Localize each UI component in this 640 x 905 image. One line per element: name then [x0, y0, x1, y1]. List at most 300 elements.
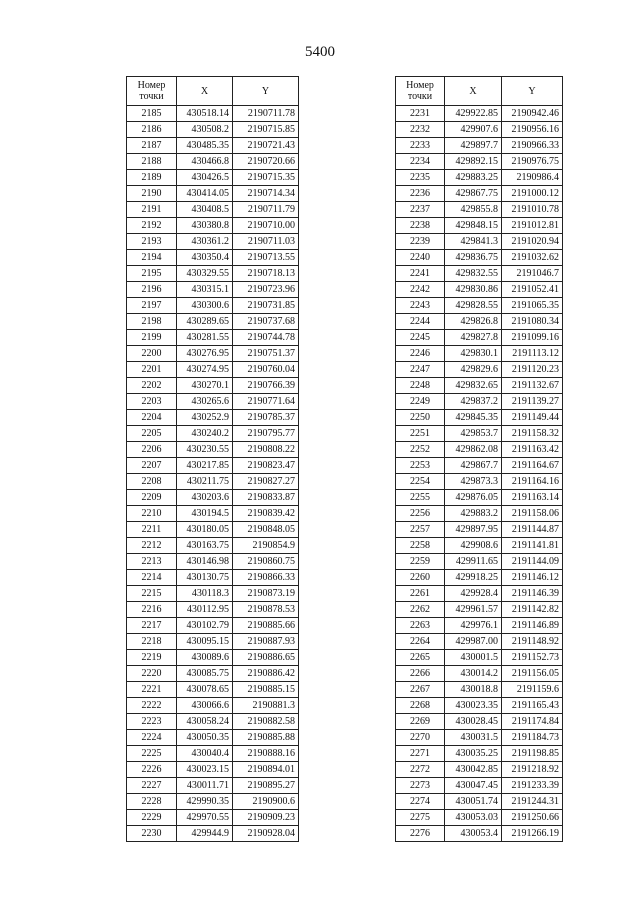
y-coordinate-cell: 2190715.35 [233, 170, 299, 186]
point-number-cell: 2255 [396, 490, 445, 506]
y-coordinate-cell: 2191120.23 [502, 362, 563, 378]
point-number-cell: 2230 [127, 826, 177, 842]
x-coordinate-cell: 430380.8 [177, 218, 233, 234]
x-coordinate-cell: 430112.95 [177, 602, 233, 618]
y-coordinate-cell: 2191218.92 [502, 762, 563, 778]
y-coordinate-cell: 2191012.81 [502, 218, 563, 234]
x-coordinate-cell: 430058.24 [177, 714, 233, 730]
x-coordinate-cell: 430194.5 [177, 506, 233, 522]
table-row [396, 442, 563, 458]
table-row [127, 426, 299, 442]
table-row [396, 634, 563, 650]
y-coordinate-cell: 2190751.37 [233, 346, 299, 362]
table-row [396, 138, 563, 154]
table-row [127, 362, 299, 378]
point-number-cell: 2247 [396, 362, 445, 378]
point-number-cell: 2209 [127, 490, 177, 506]
point-number-cell: 2205 [127, 426, 177, 442]
table-row [396, 282, 563, 298]
y-coordinate-cell: 2190711.78 [233, 106, 299, 122]
x-coordinate-cell: 430102.79 [177, 618, 233, 634]
table-row [127, 634, 299, 650]
y-coordinate-cell: 2190866.33 [233, 570, 299, 586]
point-number-cell: 2241 [396, 266, 445, 282]
y-coordinate-cell: 2190885.88 [233, 730, 299, 746]
point-number-cell: 2257 [396, 522, 445, 538]
point-number-cell: 2253 [396, 458, 445, 474]
y-coordinate-cell: 2190885.15 [233, 682, 299, 698]
x-coordinate-cell: 429827.8 [445, 330, 502, 346]
x-coordinate-cell: 429907.6 [445, 122, 502, 138]
x-coordinate-cell: 429826.8 [445, 314, 502, 330]
table-row [127, 266, 299, 282]
table-row [396, 698, 563, 714]
table-row [127, 618, 299, 634]
y-coordinate-cell: 2191159.6 [502, 682, 563, 698]
y-coordinate-cell: 2191065.35 [502, 298, 563, 314]
point-number-cell: 2193 [127, 234, 177, 250]
table-row [396, 170, 563, 186]
point-number-cell: 2232 [396, 122, 445, 138]
y-coordinate-cell: 2190827.27 [233, 474, 299, 490]
y-coordinate-cell: 2191164.16 [502, 474, 563, 490]
table-row [396, 650, 563, 666]
point-number-cell: 2254 [396, 474, 445, 490]
x-coordinate-cell: 429911.65 [445, 554, 502, 570]
point-number-cell: 2259 [396, 554, 445, 570]
y-coordinate-cell: 2191165.43 [502, 698, 563, 714]
point-number-cell: 2188 [127, 154, 177, 170]
point-number-cell: 2271 [396, 746, 445, 762]
x-coordinate-cell: 430274.95 [177, 362, 233, 378]
y-coordinate-cell: 2190715.85 [233, 122, 299, 138]
point-number-cell: 2261 [396, 586, 445, 602]
point-number-cell: 2264 [396, 634, 445, 650]
table-row [127, 506, 299, 522]
y-coordinate-cell: 2190909.23 [233, 810, 299, 826]
x-coordinate-cell: 430485.35 [177, 138, 233, 154]
table-row [127, 762, 299, 778]
y-coordinate-cell: 2190711.79 [233, 202, 299, 218]
point-number-cell: 2267 [396, 682, 445, 698]
x-coordinate-cell: 429892.15 [445, 154, 502, 170]
point-number-cell: 2200 [127, 346, 177, 362]
table-row [127, 106, 299, 122]
y-coordinate-cell: 2190833.87 [233, 490, 299, 506]
y-coordinate-cell: 2191139.27 [502, 394, 563, 410]
table-row [396, 506, 563, 522]
point-number-cell: 2204 [127, 410, 177, 426]
point-number-cell: 2210 [127, 506, 177, 522]
y-header: Y [502, 77, 563, 106]
table-row [396, 778, 563, 794]
x-coordinate-cell: 429961.57 [445, 602, 502, 618]
x-coordinate-cell: 429867.7 [445, 458, 502, 474]
y-coordinate-cell: 2190881.3 [233, 698, 299, 714]
point-number-cell: 2252 [396, 442, 445, 458]
x-coordinate-cell: 430217.85 [177, 458, 233, 474]
x-coordinate-cell: 429970.55 [177, 810, 233, 826]
y-coordinate-cell: 2190760.04 [233, 362, 299, 378]
point-number-cell: 2270 [396, 730, 445, 746]
x-coordinate-cell: 429883.25 [445, 170, 502, 186]
x-coordinate-cell: 430051.74 [445, 794, 502, 810]
x-coordinate-cell: 429918.25 [445, 570, 502, 586]
point-number-cell: 2239 [396, 234, 445, 250]
table-body-right [396, 106, 563, 842]
table-row [396, 218, 563, 234]
y-coordinate-cell: 2190976.75 [502, 154, 563, 170]
y-coordinate-cell: 2190860.75 [233, 554, 299, 570]
y-coordinate-cell: 2191163.14 [502, 490, 563, 506]
point-number-cell: 2227 [127, 778, 177, 794]
x-coordinate-cell: 430066.6 [177, 698, 233, 714]
x-coordinate-cell: 429836.75 [445, 250, 502, 266]
y-coordinate-cell: 2190718.13 [233, 266, 299, 282]
table-row [127, 538, 299, 554]
x-coordinate-cell: 430350.4 [177, 250, 233, 266]
point-number-cell: 2276 [396, 826, 445, 842]
x-coordinate-cell: 429908.6 [445, 538, 502, 554]
table-row [396, 362, 563, 378]
x-coordinate-cell: 429990.35 [177, 794, 233, 810]
x-coordinate-cell: 429830.86 [445, 282, 502, 298]
x-coordinate-cell: 430276.95 [177, 346, 233, 362]
point-number-cell: 2234 [396, 154, 445, 170]
y-coordinate-cell: 2191113.12 [502, 346, 563, 362]
y-coordinate-cell: 2190766.39 [233, 378, 299, 394]
table-row [396, 490, 563, 506]
point-number-cell: 2245 [396, 330, 445, 346]
x-coordinate-cell: 430085.75 [177, 666, 233, 682]
point-number-cell: 2206 [127, 442, 177, 458]
table-row [396, 570, 563, 586]
point-number-cell: 2199 [127, 330, 177, 346]
point-number-cell: 2231 [396, 106, 445, 122]
x-coordinate-cell: 429841.3 [445, 234, 502, 250]
y-coordinate-cell: 2190744.78 [233, 330, 299, 346]
y-coordinate-cell: 2190966.33 [502, 138, 563, 154]
x-coordinate-cell: 430040.4 [177, 746, 233, 762]
x-coordinate-cell: 429976.1 [445, 618, 502, 634]
point-number-cell: 2246 [396, 346, 445, 362]
point-number-header [127, 77, 177, 106]
y-coordinate-cell: 2190986.4 [502, 170, 563, 186]
y-coordinate-cell: 2190710.00 [233, 218, 299, 234]
y-coordinate-cell: 2190878.53 [233, 602, 299, 618]
point-number-cell: 2191 [127, 202, 177, 218]
table-row [396, 394, 563, 410]
point-number-cell: 2213 [127, 554, 177, 570]
table-row [127, 810, 299, 826]
y-coordinate-cell: 2191142.82 [502, 602, 563, 618]
table-row [127, 282, 299, 298]
point-number-cell: 2207 [127, 458, 177, 474]
x-coordinate-cell: 429876.05 [445, 490, 502, 506]
table-row [127, 170, 299, 186]
table-header-row [396, 77, 563, 106]
point-number-cell: 2226 [127, 762, 177, 778]
y-coordinate-cell: 2190873.19 [233, 586, 299, 602]
x-coordinate-cell: 430130.75 [177, 570, 233, 586]
table-row [127, 234, 299, 250]
x-coordinate-cell: 430230.55 [177, 442, 233, 458]
x-coordinate-cell: 430281.55 [177, 330, 233, 346]
x-coordinate-cell: 429928.4 [445, 586, 502, 602]
table-row [127, 330, 299, 346]
x-coordinate-cell: 429829.6 [445, 362, 502, 378]
point-number-cell: 2249 [396, 394, 445, 410]
x-coordinate-cell: 430466.8 [177, 154, 233, 170]
y-coordinate-cell: 2191146.12 [502, 570, 563, 586]
table-row [396, 122, 563, 138]
x-coordinate-cell: 430078.65 [177, 682, 233, 698]
y-coordinate-cell: 2190928.04 [233, 826, 299, 842]
table-row [396, 474, 563, 490]
table-row [396, 378, 563, 394]
x-coordinate-cell: 429832.55 [445, 266, 502, 282]
table-row [396, 250, 563, 266]
table-row [127, 746, 299, 762]
point-number-cell: 2251 [396, 426, 445, 442]
table-row [127, 378, 299, 394]
y-coordinate-cell: 2190737.68 [233, 314, 299, 330]
y-header: Y [233, 77, 299, 106]
y-coordinate-cell: 2190785.37 [233, 410, 299, 426]
y-coordinate-cell: 2190795.77 [233, 426, 299, 442]
table-row [396, 346, 563, 362]
point-number-cell: 2185 [127, 106, 177, 122]
point-header-line1: Номер [137, 80, 166, 91]
point-number-cell: 2197 [127, 298, 177, 314]
point-number-header [396, 77, 445, 106]
x-coordinate-cell: 430031.5 [445, 730, 502, 746]
y-coordinate-cell: 2191244.31 [502, 794, 563, 810]
point-number-cell: 2266 [396, 666, 445, 682]
y-coordinate-cell: 2191148.92 [502, 634, 563, 650]
point-number-cell: 2215 [127, 586, 177, 602]
point-number-cell: 2240 [396, 250, 445, 266]
table-row [127, 250, 299, 266]
y-coordinate-cell: 2191099.16 [502, 330, 563, 346]
table-row [396, 810, 563, 826]
point-number-cell: 2220 [127, 666, 177, 682]
x-coordinate-cell: 429845.35 [445, 410, 502, 426]
point-number-cell: 2265 [396, 650, 445, 666]
point-number-cell: 2211 [127, 522, 177, 538]
table-row [396, 826, 563, 842]
table-row [127, 138, 299, 154]
table-row [127, 346, 299, 362]
point-number-cell: 2263 [396, 618, 445, 634]
x-coordinate-cell: 430042.85 [445, 762, 502, 778]
x-coordinate-cell: 430018.8 [445, 682, 502, 698]
point-number-cell: 2192 [127, 218, 177, 234]
point-number-cell: 2186 [127, 122, 177, 138]
x-coordinate-cell: 430053.03 [445, 810, 502, 826]
x-coordinate-cell: 430211.75 [177, 474, 233, 490]
table-row [396, 458, 563, 474]
point-number-cell: 2243 [396, 298, 445, 314]
table-row [127, 778, 299, 794]
table-row [127, 666, 299, 682]
table-row [396, 522, 563, 538]
table-row [127, 122, 299, 138]
table-row [396, 202, 563, 218]
table-row [127, 650, 299, 666]
table-row [127, 154, 299, 170]
y-coordinate-cell: 2190894.01 [233, 762, 299, 778]
x-coordinate-cell: 429883.2 [445, 506, 502, 522]
y-coordinate-cell: 2190885.66 [233, 618, 299, 634]
table-row [127, 186, 299, 202]
x-coordinate-cell: 430146.98 [177, 554, 233, 570]
point-number-cell: 2198 [127, 314, 177, 330]
table-row [396, 234, 563, 250]
y-coordinate-cell: 2190714.34 [233, 186, 299, 202]
table-body-left [127, 106, 299, 842]
point-number-cell: 2272 [396, 762, 445, 778]
x-coordinate-cell: 430001.5 [445, 650, 502, 666]
y-coordinate-cell: 2191266.19 [502, 826, 563, 842]
x-coordinate-cell: 430028.45 [445, 714, 502, 730]
point-number-cell: 2229 [127, 810, 177, 826]
x-coordinate-cell: 430518.14 [177, 106, 233, 122]
y-coordinate-cell: 2190720.66 [233, 154, 299, 170]
point-number-cell: 2256 [396, 506, 445, 522]
table-row [127, 698, 299, 714]
x-coordinate-cell: 430050.35 [177, 730, 233, 746]
table-row [127, 602, 299, 618]
y-coordinate-cell: 2190886.42 [233, 666, 299, 682]
x-coordinate-cell: 430414.05 [177, 186, 233, 202]
x-coordinate-cell: 429830.1 [445, 346, 502, 362]
table-row [127, 554, 299, 570]
y-coordinate-cell: 2191158.06 [502, 506, 563, 522]
point-number-cell: 2237 [396, 202, 445, 218]
point-number-cell: 2273 [396, 778, 445, 794]
coordinates-table-right [395, 76, 563, 842]
x-coordinate-cell: 429828.55 [445, 298, 502, 314]
table-row [127, 458, 299, 474]
point-number-cell: 2195 [127, 266, 177, 282]
table-row [396, 298, 563, 314]
x-coordinate-cell: 429944.9 [177, 826, 233, 842]
y-coordinate-cell: 2191141.81 [502, 538, 563, 554]
x-coordinate-cell: 429862.08 [445, 442, 502, 458]
x-coordinate-cell: 430361.2 [177, 234, 233, 250]
table-row [396, 666, 563, 682]
table-row [396, 410, 563, 426]
x-coordinate-cell: 429867.75 [445, 186, 502, 202]
x-coordinate-cell: 430014.2 [445, 666, 502, 682]
table-row [396, 538, 563, 554]
y-coordinate-cell: 2190823.47 [233, 458, 299, 474]
point-number-cell: 2269 [396, 714, 445, 730]
table-row [396, 730, 563, 746]
point-number-cell: 2208 [127, 474, 177, 490]
y-coordinate-cell: 2190895.27 [233, 778, 299, 794]
table-row [127, 570, 299, 586]
x-coordinate-cell: 429855.8 [445, 202, 502, 218]
y-coordinate-cell: 2190854.9 [233, 538, 299, 554]
y-coordinate-cell: 2190713.55 [233, 250, 299, 266]
y-coordinate-cell: 2190887.93 [233, 634, 299, 650]
x-coordinate-cell: 429848.15 [445, 218, 502, 234]
point-number-cell: 2190 [127, 186, 177, 202]
point-number-cell: 2223 [127, 714, 177, 730]
table-row [396, 314, 563, 330]
x-coordinate-cell: 430408.5 [177, 202, 233, 218]
x-coordinate-cell: 430300.6 [177, 298, 233, 314]
point-number-cell: 2201 [127, 362, 177, 378]
table-row [127, 826, 299, 842]
x-coordinate-cell: 430265.6 [177, 394, 233, 410]
point-number-cell: 2217 [127, 618, 177, 634]
x-coordinate-cell: 430023.15 [177, 762, 233, 778]
point-number-cell: 2216 [127, 602, 177, 618]
y-coordinate-cell: 2191146.89 [502, 618, 563, 634]
table-row [396, 330, 563, 346]
x-coordinate-cell: 430270.1 [177, 378, 233, 394]
y-coordinate-cell: 2191233.39 [502, 778, 563, 794]
x-coordinate-cell: 430289.65 [177, 314, 233, 330]
table-row [396, 746, 563, 762]
y-coordinate-cell: 2191156.05 [502, 666, 563, 682]
y-coordinate-cell: 2190721.43 [233, 138, 299, 154]
table-row [396, 266, 563, 282]
table-row [127, 730, 299, 746]
y-coordinate-cell: 2191184.73 [502, 730, 563, 746]
table-row [127, 714, 299, 730]
y-coordinate-cell: 2191163.42 [502, 442, 563, 458]
y-coordinate-cell: 2190848.05 [233, 522, 299, 538]
y-coordinate-cell: 2191020.94 [502, 234, 563, 250]
table-row [396, 426, 563, 442]
table-row [127, 442, 299, 458]
point-number-cell: 2212 [127, 538, 177, 554]
point-header-line1: Номер [406, 80, 434, 91]
table-row [396, 586, 563, 602]
y-coordinate-cell: 2191052.41 [502, 282, 563, 298]
x-coordinate-cell: 429897.95 [445, 522, 502, 538]
point-number-cell: 2274 [396, 794, 445, 810]
x-header: X [445, 77, 502, 106]
y-coordinate-cell: 2191198.85 [502, 746, 563, 762]
table-row [127, 586, 299, 602]
point-number-cell: 2228 [127, 794, 177, 810]
table-row [396, 682, 563, 698]
table-row [127, 682, 299, 698]
table-row [396, 106, 563, 122]
table-row [396, 602, 563, 618]
point-number-cell: 2225 [127, 746, 177, 762]
point-number-cell: 2242 [396, 282, 445, 298]
table-row [396, 186, 563, 202]
y-coordinate-cell: 2190771.64 [233, 394, 299, 410]
x-coordinate-cell: 430023.35 [445, 698, 502, 714]
point-number-cell: 2248 [396, 378, 445, 394]
point-number-cell: 2250 [396, 410, 445, 426]
point-number-cell: 2203 [127, 394, 177, 410]
table-header-row [127, 77, 299, 106]
y-coordinate-cell: 2191158.32 [502, 426, 563, 442]
y-coordinate-cell: 2191000.12 [502, 186, 563, 202]
x-coordinate-cell: 429837.2 [445, 394, 502, 410]
y-coordinate-cell: 2191149.44 [502, 410, 563, 426]
x-coordinate-cell: 430329.55 [177, 266, 233, 282]
y-coordinate-cell: 2190808.22 [233, 442, 299, 458]
